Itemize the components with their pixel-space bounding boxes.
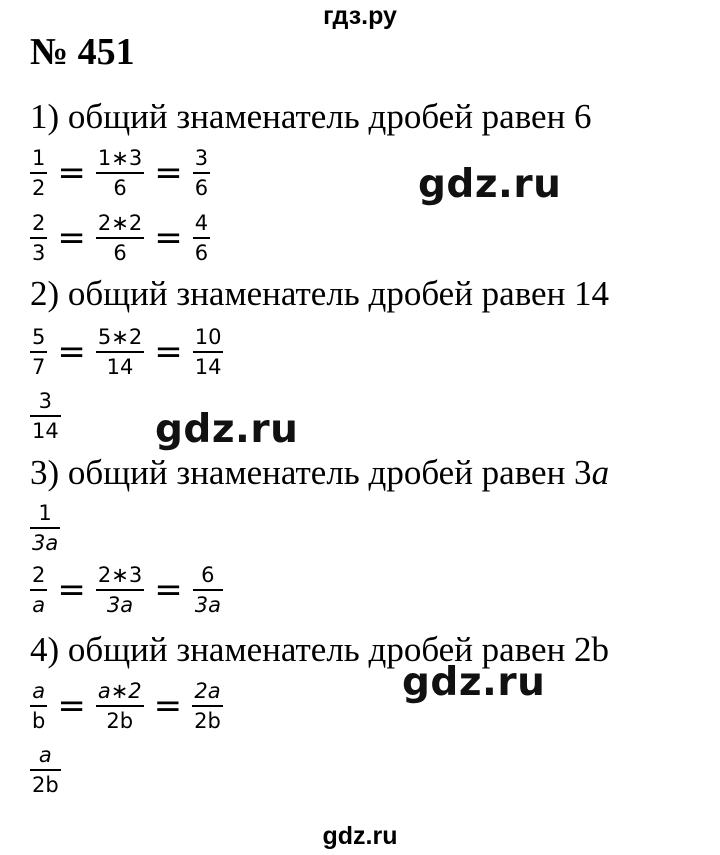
equals-sign: =: [57, 218, 86, 258]
fraction: $\frac{1}{3a}$: [32, 501, 59, 555]
part-3-equation: [30, 562, 223, 618]
part-1-equation-2: [30, 210, 210, 266]
watermark: gdz.ru: [402, 660, 546, 705]
fraction: $\frac{a}{2b}$: [32, 743, 59, 797]
fraction: $\frac{3}{6}$: [194, 146, 209, 200]
fraction: $\frac{3}{14}$: [32, 389, 59, 443]
fraction: $\frac{2∗2}{6}$: [97, 211, 143, 265]
fraction: $\frac{5∗2}{14}$: [97, 325, 143, 379]
part-4-fraction: [30, 742, 61, 798]
equals-sign: =: [154, 570, 183, 610]
fraction: $\frac{1∗3}{6}$: [97, 146, 143, 200]
fraction: $\frac{10}{14}$: [194, 325, 222, 379]
fraction: $\frac{1}{2}$: [32, 146, 46, 200]
equals-sign: =: [153, 686, 183, 726]
equals-sign: =: [57, 686, 86, 726]
watermark: gdz.ru: [155, 407, 299, 452]
site-footer: gdz.ru: [322, 822, 398, 850]
fraction: $\frac{a∗2}{2b}$: [97, 679, 142, 733]
fraction: $\frac{a}{b}$: [32, 679, 46, 733]
part-1-heading: 1) общий знаменатель дробей равен 6: [30, 97, 592, 136]
part-3-fraction: [30, 500, 60, 556]
fraction: $\frac{2}{a}$: [32, 563, 46, 617]
part-3-heading: 3) общий знаменатель дробей равен 3a: [30, 453, 610, 492]
site-header: гдз.ру: [323, 2, 397, 30]
fraction: $\frac{4}{6}$: [194, 211, 209, 265]
equals-sign: =: [57, 570, 86, 610]
equals-sign: =: [154, 218, 183, 258]
equals-sign: =: [154, 153, 183, 193]
fraction: $\frac{2a}{2b}$: [194, 679, 221, 733]
problem-number: № 451: [30, 31, 135, 73]
part-4-equation: [30, 678, 223, 734]
equals-sign: =: [57, 153, 86, 193]
part-4-heading: 4) общий знаменатель дробей равен 2b: [30, 630, 610, 669]
fraction: $\frac{2}{3}$: [32, 211, 46, 265]
fraction: $\frac{6}{3a}$: [194, 563, 221, 617]
part-2-heading: 2) общий знаменатель дробей равен 14: [30, 274, 610, 313]
fraction: $\frac{5}{7}$: [32, 325, 46, 379]
part-1-equation-1: [30, 145, 210, 201]
fraction: $\frac{2∗3}{3a}$: [97, 563, 143, 617]
part-2-fraction: [30, 388, 61, 444]
part-2-equation-1: [30, 324, 223, 380]
equals-sign: =: [57, 332, 86, 372]
equals-sign: =: [154, 332, 183, 372]
watermark: gdz.ru: [418, 162, 562, 207]
